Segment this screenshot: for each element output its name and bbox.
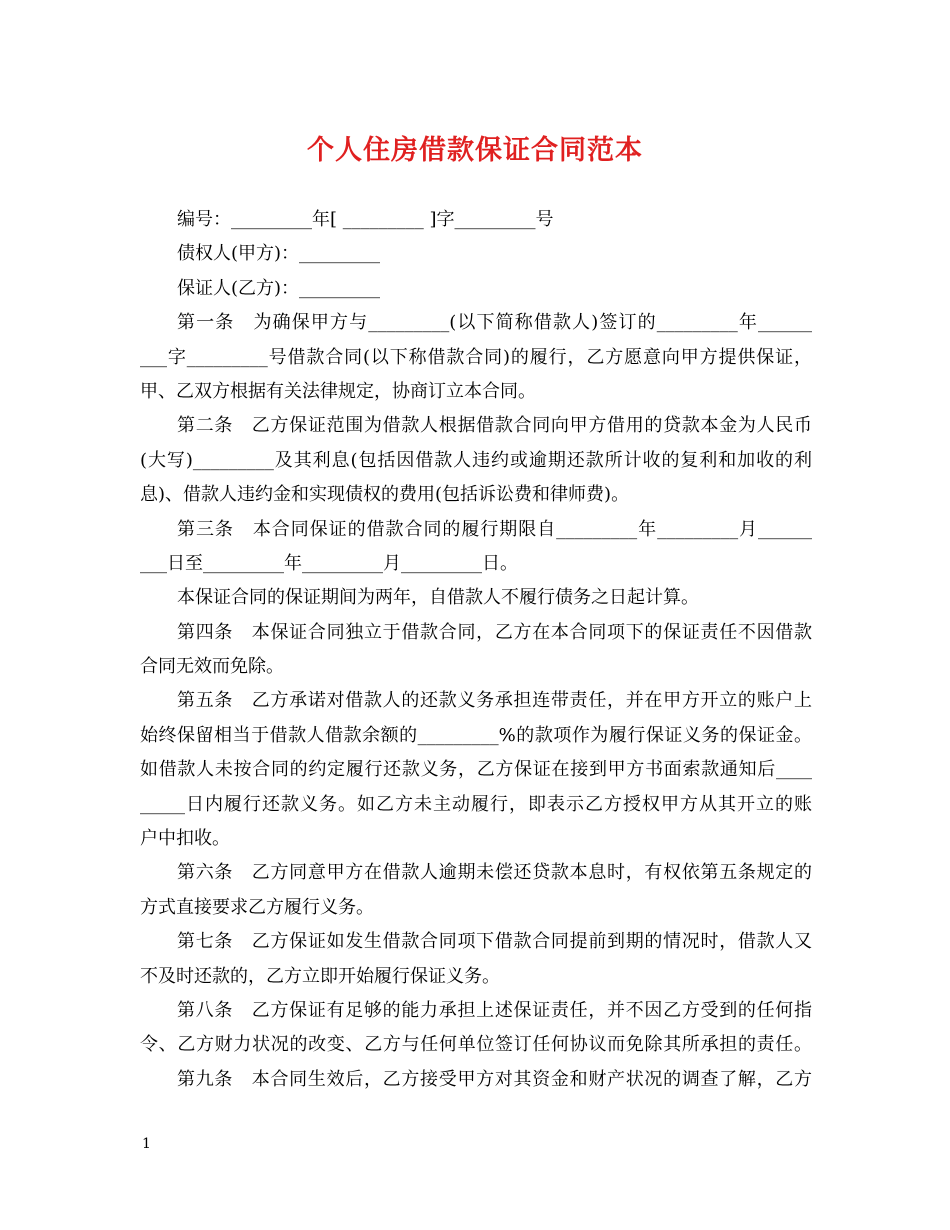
text-line: 甲、乙双方根据有关法律规定，协商订立本合同。 — [140, 380, 536, 402]
text-line: 令、乙方财力状况的改变、乙方与任何单位签订任何协议而免除其所承担的责任。 — [140, 1034, 812, 1056]
text-line: 第六条 乙方同意甲方在借款人逾期未偿还贷款本息时，有权依第五条规定的 — [177, 862, 812, 884]
text-line: 编号：_________年[ _________ ]字_________号 — [177, 209, 554, 230]
text-line: (大写)_________及其利息(包括因借款人违约或逾期还款所计收的复利和加收的利 — [140, 449, 812, 471]
text-line: 第五条 乙方承诺对借款人的还款义务承担连带责任，并在甲方开立的账户上 — [177, 690, 812, 712]
text-line: 方式直接要求乙方履行义务。 — [140, 896, 374, 918]
text-line: 始终保留相当于借款人借款余额的_________%的款项作为履行保证义务的保证金。 — [140, 724, 812, 746]
text-line: 第九条 本合同生效后，乙方接受甲方对其资金和财产状况的调查了解，乙方 — [177, 1068, 812, 1090]
document-body — [140, 203, 812, 1097]
text-line: 息)、借款人违约金和实现债权的费用(包括诉讼费和律师费)。 — [140, 484, 630, 506]
text-line: ___字_________号借款合同(以下称借款合同)的履行，乙方愿意向甲方提供保证， — [140, 346, 812, 368]
document-title: 个人住房借款保证合同范本 — [307, 135, 643, 166]
text-line: 债权人(甲方)：_________ — [177, 243, 381, 265]
text-line: 保证人(乙方)：_________ — [177, 277, 381, 299]
text-line: _____日内履行还款义务。如乙方未主动履行，即表示乙方授权甲方从其开立的账 — [140, 793, 812, 815]
text-line: 合同无效而免除。 — [140, 656, 284, 678]
text-line: 户中扣收。 — [140, 828, 230, 850]
text-line: 第七条 乙方保证如发生借款合同项下借款合同提前到期的情况时，借款人又 — [177, 931, 812, 953]
text-line: 本保证合同的保证期间为两年，自借款人不履行债务之日起计算。 — [177, 587, 699, 609]
text-line: 第二条 乙方保证范围为借款人根据借款合同向甲方借用的贷款本金为人民币 — [177, 415, 812, 437]
page-number: 1 — [142, 1136, 151, 1152]
text-line: 第八条 乙方保证有足够的能力承担上述保证责任，并不因乙方受到的任何指 — [177, 999, 812, 1021]
text-line: 第一条 为确保甲方与_________(以下简称借款人)签订的_________年______ — [177, 312, 812, 334]
text-line: 如借款人未按合同的约定履行还款义务，乙方保证在接到甲方书面索款通知后____ — [140, 759, 812, 781]
text-line: ___日至_________年_________月_________日。 — [140, 552, 518, 574]
text-line: 不及时还款的，乙方立即开始履行保证义务。 — [140, 965, 500, 987]
text-line: 第三条 本合同保证的借款合同的履行期限自_________年_________月______ — [177, 518, 812, 540]
text-line: 第四条 本保证合同独立于借款合同，乙方在本合同项下的保证责任不因借款 — [177, 621, 812, 643]
